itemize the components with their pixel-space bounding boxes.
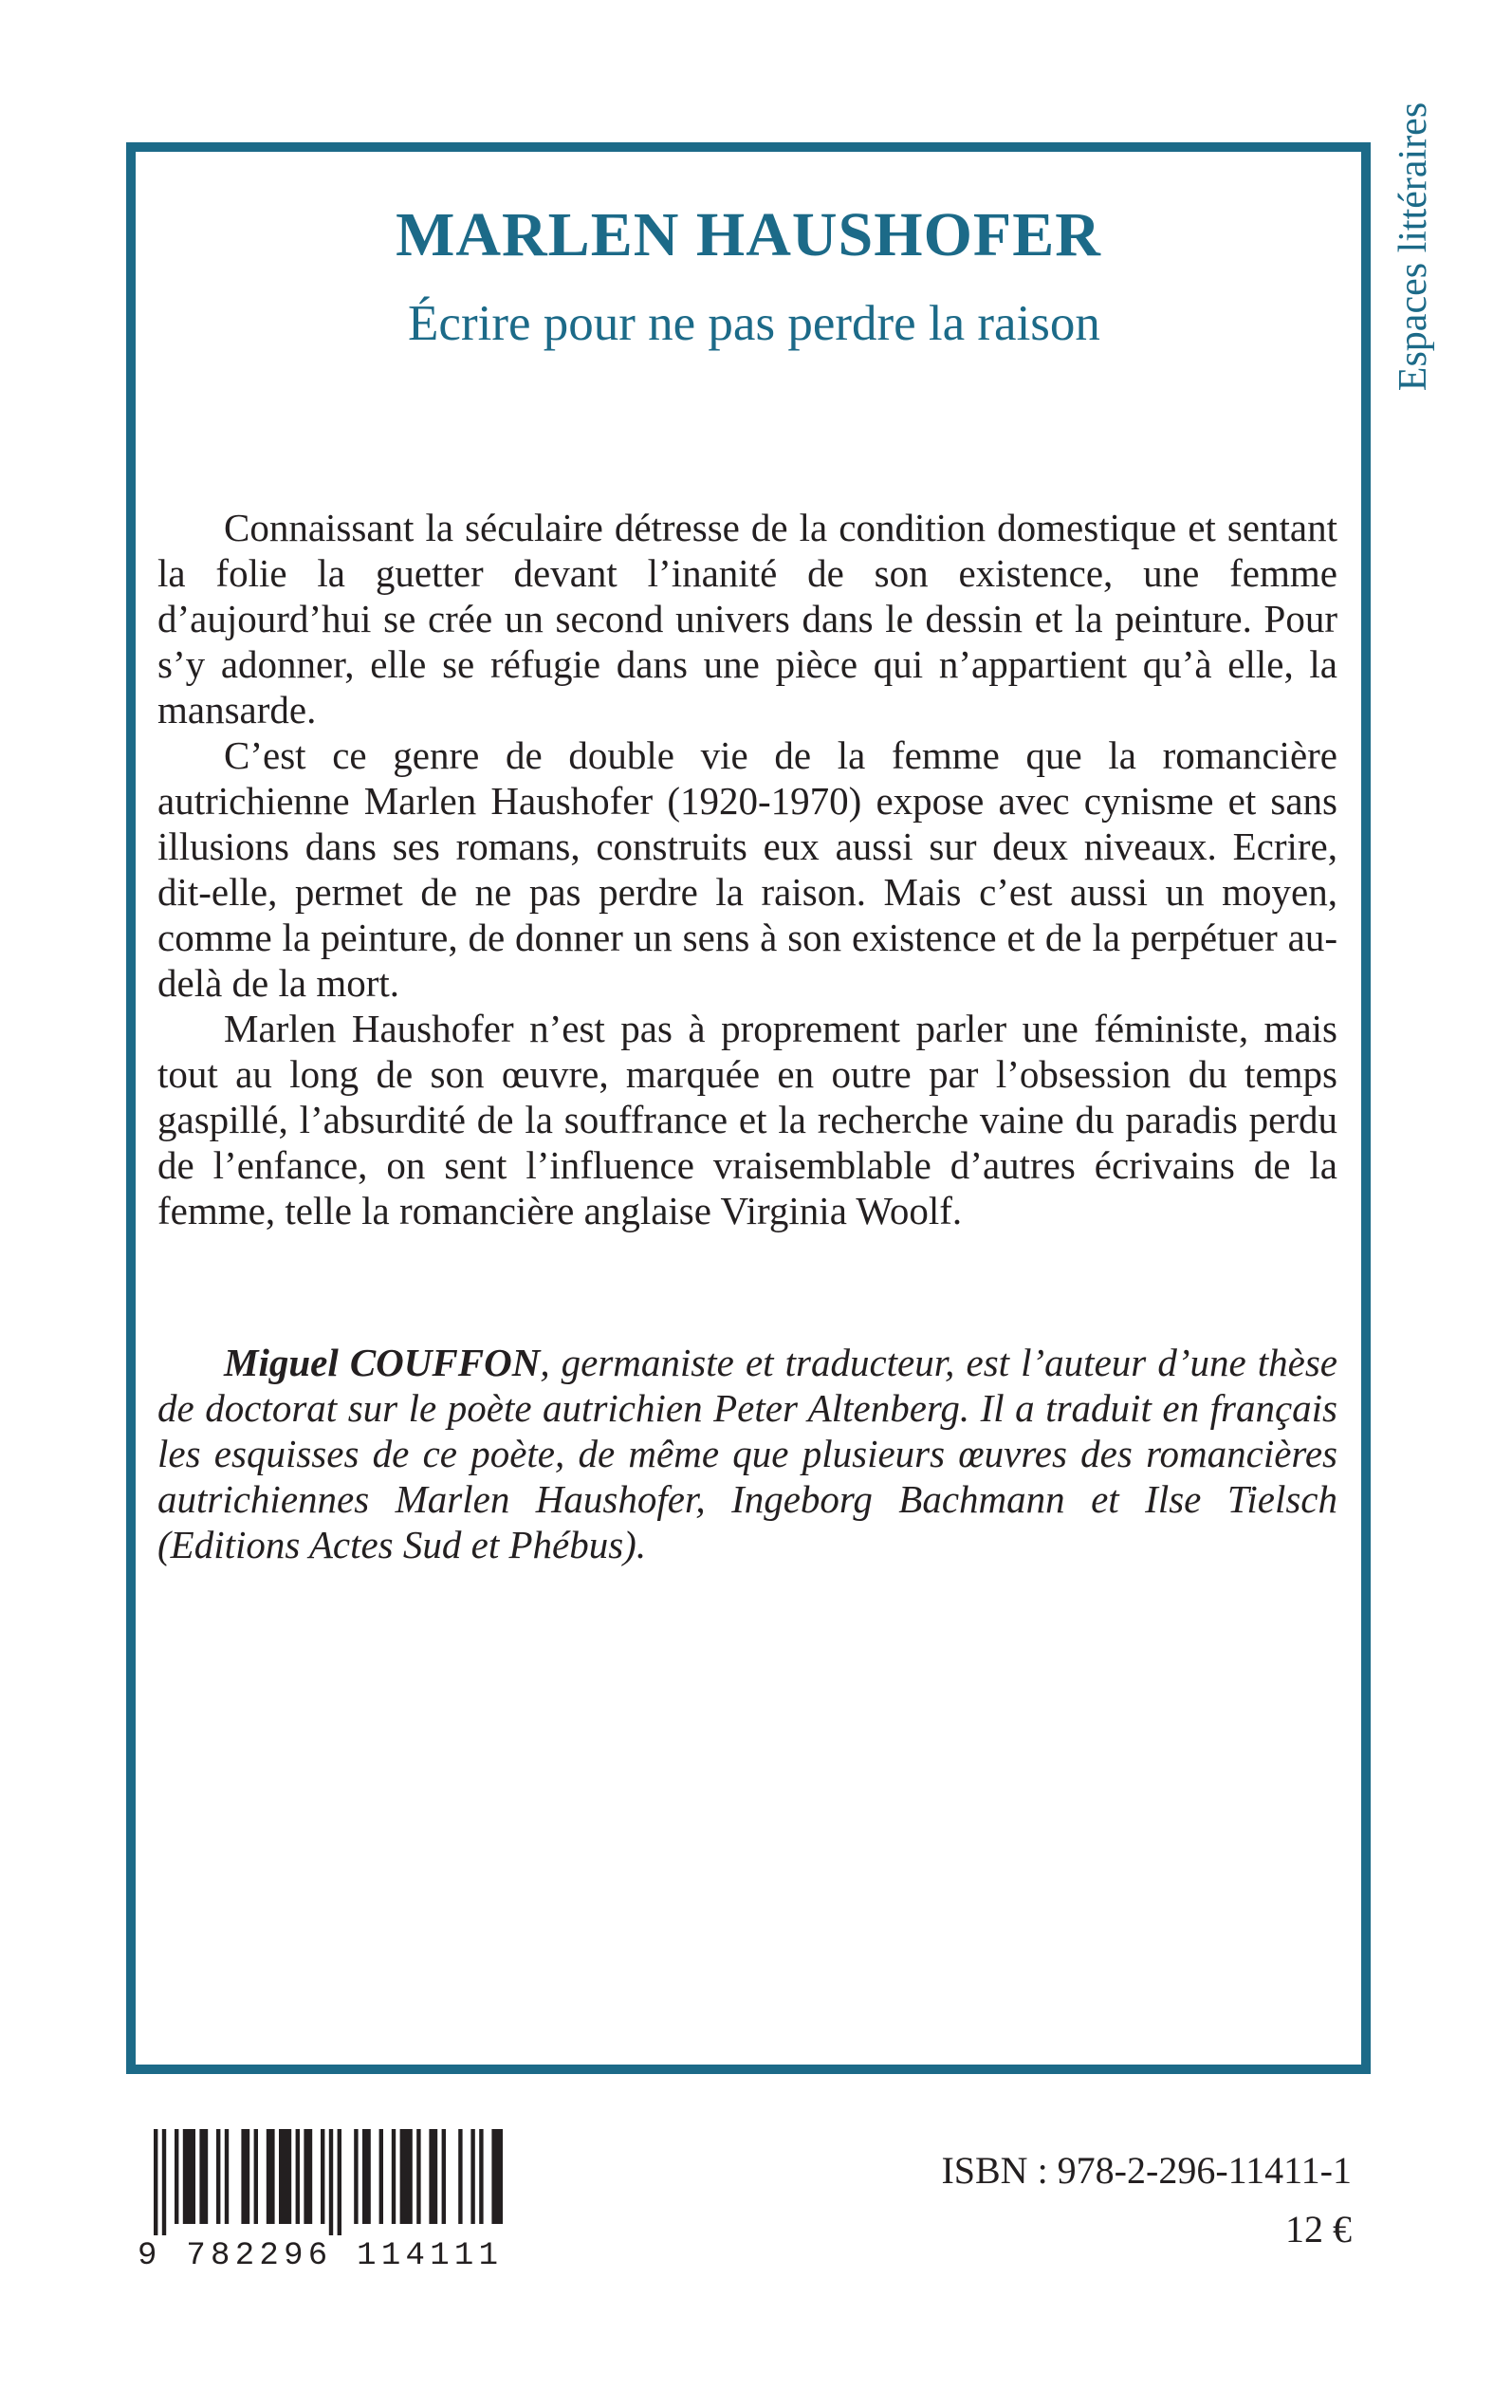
barcode-bar (279, 2129, 291, 2224)
barcode-bar (479, 2129, 483, 2224)
barcode-bar (199, 2129, 208, 2224)
barcode-bar (304, 2129, 312, 2224)
barcode-bar (241, 2129, 249, 2224)
barcode-bar (183, 2129, 195, 2224)
barcode-digits: 9 782296 114111 (138, 2238, 498, 2268)
description-paragraph: Connaissant la séculaire détresse de la condition domestique et sentant la folie la guetter devant l’inanité de son existence, une femme d’aujourd’hui se crée un second univers dans le dessin et la peinture. Pour s’y adonner, elle se réfugie dans une pièce qui n’appartient qu’à elle, la mansarde. (157, 506, 1337, 732)
barcode-bar (416, 2129, 420, 2224)
book-subtitle: Écrire pour ne pas perdre la raison (408, 296, 1100, 351)
barcode-bar (329, 2129, 333, 2235)
barcode-bar (458, 2129, 462, 2224)
barcode-bar (162, 2129, 166, 2235)
barcode-bar (254, 2129, 258, 2224)
collection-name: Espaces littéraires (1392, 102, 1435, 392)
description-paragraph: C’est ce genre de double vie de la femme que la romancière autrichienne Marlen Haushofer (1920-1970) expose avec cynisme et sans illusions dans ses romans, construits eux aussi sur deux niveaux. Ecrire, dit-elle, permet de ne pas perdre la raison. Mais c’est aussi un moyen, comme la peinture, de donner un sens à son existence et de la perpétuer au-delà de la mort. (157, 733, 1337, 1005)
barcode-bar (429, 2129, 437, 2224)
description (157, 505, 1337, 1233)
barcode-bar (175, 2129, 178, 2224)
barcode-bar (154, 2129, 157, 2235)
barcode-bar (216, 2129, 220, 2224)
description-paragraph: Marlen Haushofer n’est pas à proprement parler une féministe, mais tout au long de son œuvre, marquée en outre par l’obsession du temps gaspillé, l’absurdité de la souffrance et la recherche vaine du paradis perdu de l’enfance, on sent l’influence vraisemblable d’autres écrivains de la femme, telle la romancière anglaise Virginia Woolf. (157, 1007, 1337, 1232)
price: 12 € (1285, 2208, 1352, 2251)
barcode-bar (392, 2129, 396, 2224)
barcode-bar (354, 2129, 358, 2224)
barcode-bar (442, 2129, 446, 2224)
author-bio (157, 1340, 1337, 1567)
barcode-bar (267, 2129, 275, 2224)
barcode-bar (362, 2129, 371, 2224)
barcode-bar (321, 2129, 324, 2224)
author-bio-text: , germaniste et traducteur, est l’auteur d’une thèse de doctorat sur le poète autrichien Peter Altenberg. Il a traduit en français les esquisses de ce poète, de même que plusieurs œuvres des romancières autrichiennes Marlen Haushofer, Ingeborg Bachmann et Ilse Tielsch (Editions Actes Sud et Phébus). (157, 1341, 1337, 1566)
barcode-bar (470, 2129, 474, 2224)
barcode (133, 2125, 503, 2268)
isbn: ISBN : 978-2-296-11411-1 (941, 2149, 1352, 2192)
book-title: MARLEN HAUSHOFER (396, 200, 1101, 269)
author-name: Miguel COUFFON (224, 1341, 541, 1384)
barcode-bar (296, 2129, 300, 2224)
barcode-bar (225, 2129, 229, 2224)
barcode-bar (379, 2129, 383, 2224)
barcode-bar (338, 2129, 341, 2235)
barcode-bar (491, 2129, 503, 2224)
barcode-bar (400, 2129, 413, 2224)
